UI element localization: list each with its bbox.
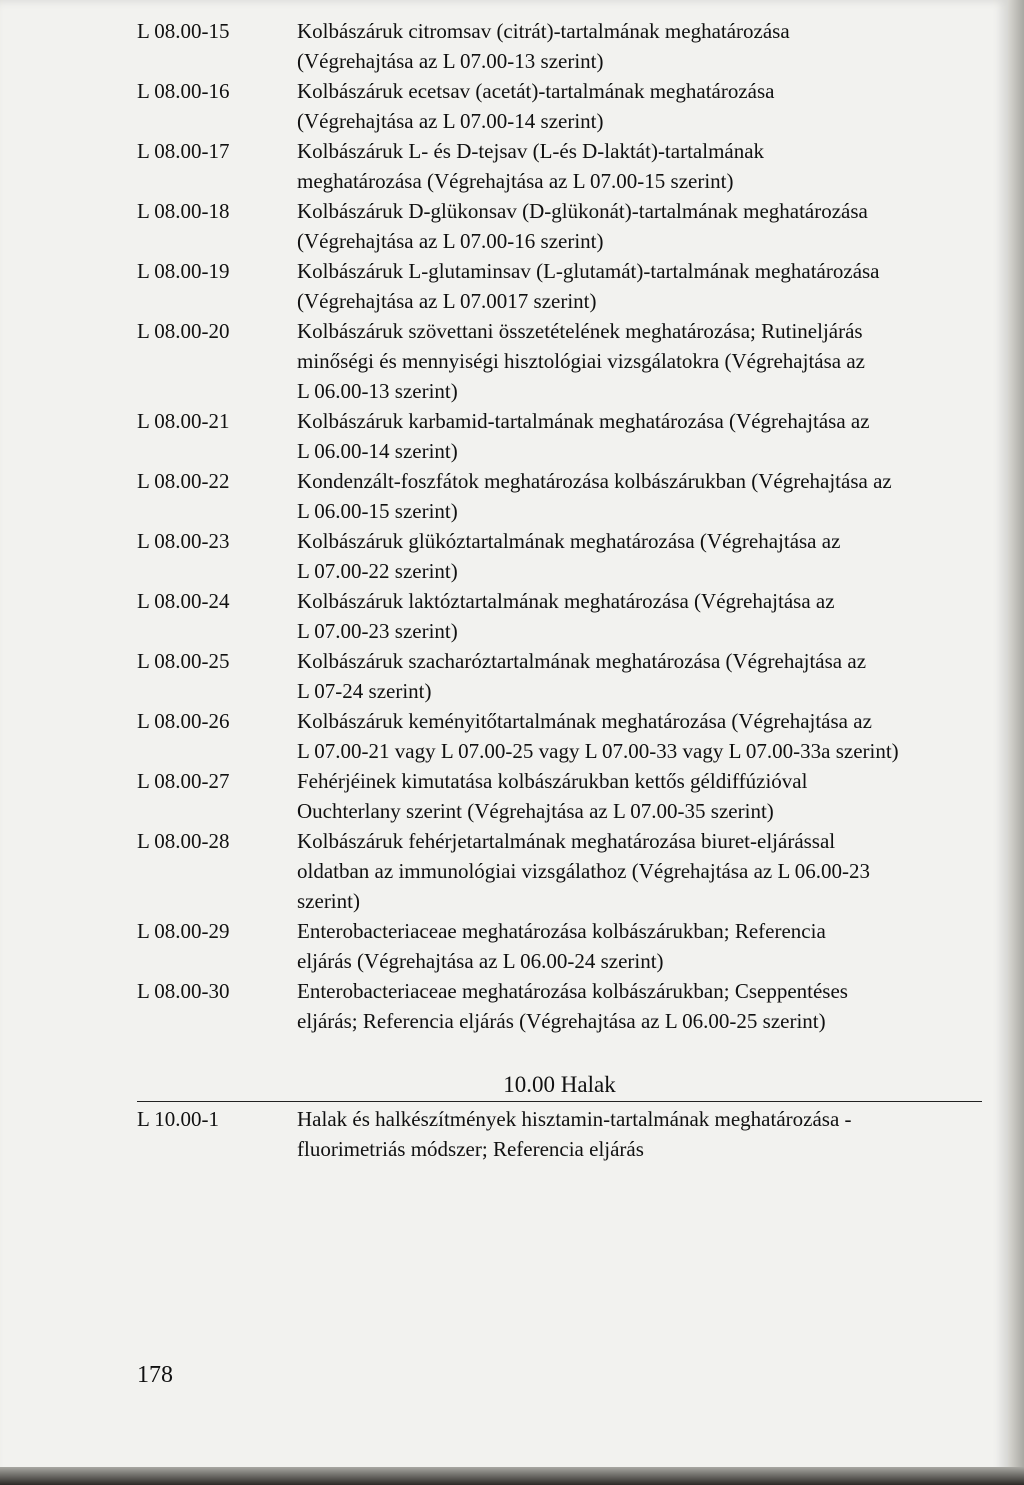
- section-method-list: [137, 1104, 982, 1164]
- section-rule: [137, 1101, 982, 1102]
- method-code: L 08.00-30: [137, 979, 230, 1003]
- method-entry: [137, 316, 982, 406]
- method-code: L 08.00-19: [137, 259, 230, 283]
- method-code: L 08.00-29: [137, 919, 230, 943]
- method-entry: [137, 706, 982, 766]
- page-number: 178: [137, 1362, 173, 1388]
- book-binding-edge: [1008, 0, 1024, 1485]
- method-description: Enterobacteriaceae meghatározása kolbászárukban; Cseppentéses eljárás; Referencia eljárás (Végrehajtása az L 06.00-25 szerint): [297, 979, 848, 1033]
- method-code: L 08.00-21: [137, 409, 230, 433]
- method-entry: [137, 646, 982, 706]
- method-description: Kolbászáruk citromsav (citrát)-tartalmának meghatározása (Végrehajtása az L 07.00-13 szerint): [297, 19, 790, 73]
- method-code: L 08.00-20: [137, 319, 230, 343]
- method-code: L 08.00-18: [137, 199, 230, 223]
- method-entry: [137, 1104, 982, 1164]
- method-entry: [137, 16, 982, 76]
- method-entry: [137, 826, 982, 916]
- method-description: Kolbászáruk laktóztartalmának meghatározása (Végrehajtása az L 07.00-23 szerint): [297, 589, 835, 643]
- method-entry: [137, 526, 982, 586]
- method-description: Kolbászáruk glükóztartalmának meghatározása (Végrehajtása az L 07.00-22 szerint): [297, 529, 841, 583]
- method-description: Kolbászáruk karbamid-tartalmának meghatározása (Végrehajtása az L 06.00-14 szerint): [297, 409, 870, 463]
- method-description: Kolbászáruk szacharóztartalmának meghatározása (Végrehajtása az L 07-24 szerint): [297, 649, 867, 703]
- method-description: Enterobacteriaceae meghatározása kolbászárukban; Referencia eljárás (Végrehajtása az L 06.00-24 szerint): [297, 919, 826, 973]
- method-description: Kolbászáruk L-glutaminsav (L-glutamát)-tartalmának meghatározása (Végrehajtása az L 07.0017 szerint): [297, 259, 880, 313]
- method-code: L 08.00-23: [137, 529, 230, 553]
- page-bottom-shadow: [0, 1467, 1024, 1485]
- method-code: L 08.00-15: [137, 19, 230, 43]
- method-entry: [137, 406, 982, 466]
- method-entry: [137, 466, 982, 526]
- method-list: [137, 16, 982, 1036]
- method-entry: [137, 916, 982, 976]
- method-description: Kolbászáruk L- és D-tejsav (L-és D-laktát)-tartalmának meghatározása (Végrehajtása az L 07.00-15 szerint): [297, 139, 765, 193]
- method-entry: [137, 976, 982, 1036]
- method-description: Fehérjéinek kimutatása kolbászárukban kettős géldiffúzióval Ouchterlany szerint (Végrehajtása az L 07.00-35 szerint): [297, 769, 808, 823]
- method-description: Kolbászáruk fehérjetartalmának meghatározása biuret-eljárással oldatban az immunológiai vizsgálathoz (Végrehajtása az L 06.00-23 szerint): [297, 829, 871, 913]
- method-code: L 08.00-26: [137, 709, 230, 733]
- method-entry: [137, 136, 982, 196]
- method-code: L 08.00-16: [137, 79, 230, 103]
- method-description: Halak és halkészítmények hisztamin-tartalmának meghatározása - fluorimetriás módszer; Referencia eljárás: [297, 1107, 852, 1161]
- page-content: [137, 16, 982, 1164]
- method-code: L 08.00-22: [137, 469, 230, 493]
- method-description: Kolbászáruk szövettani összetételének meghatározása; Rutineljárás minőségi és mennyiségi hisztológiai vizsgálatokra (Végrehajtása az L 06.00-13 szerint): [297, 319, 865, 403]
- method-entry: [137, 196, 982, 256]
- method-code: L 08.00-27: [137, 769, 230, 793]
- method-code: L 10.00-1: [137, 1107, 220, 1131]
- method-code: L 08.00-24: [137, 589, 230, 613]
- method-entry: [137, 76, 982, 136]
- method-entry: [137, 586, 982, 646]
- method-description: Kondenzált-foszfátok meghatározása kolbászárukban (Végrehajtása az L 06.00-15 szerint): [297, 469, 892, 523]
- method-code: L 08.00-28: [137, 829, 230, 853]
- method-code: L 08.00-17: [137, 139, 230, 163]
- section-heading: 10.00 Halak: [503, 1072, 616, 1097]
- method-description: Kolbászáruk D-glükonsav (D-glükonát)-tartalmának meghatározása (Végrehajtása az L 07.00-16 szerint): [297, 199, 868, 253]
- method-entry: [137, 766, 982, 826]
- method-description: Kolbászáruk ecetsav (acetát)-tartalmának meghatározása (Végrehajtása az L 07.00-14 szerint): [297, 79, 775, 133]
- method-entry: [137, 256, 982, 316]
- method-code: L 08.00-25: [137, 649, 230, 673]
- method-description: Kolbászáruk keményitőtartalmának meghatározása (Végrehajtása az L 07.00-21 vagy L 07.00-25 vagy L 07.00-33 vagy L 07.00-33a szerint): [297, 709, 899, 763]
